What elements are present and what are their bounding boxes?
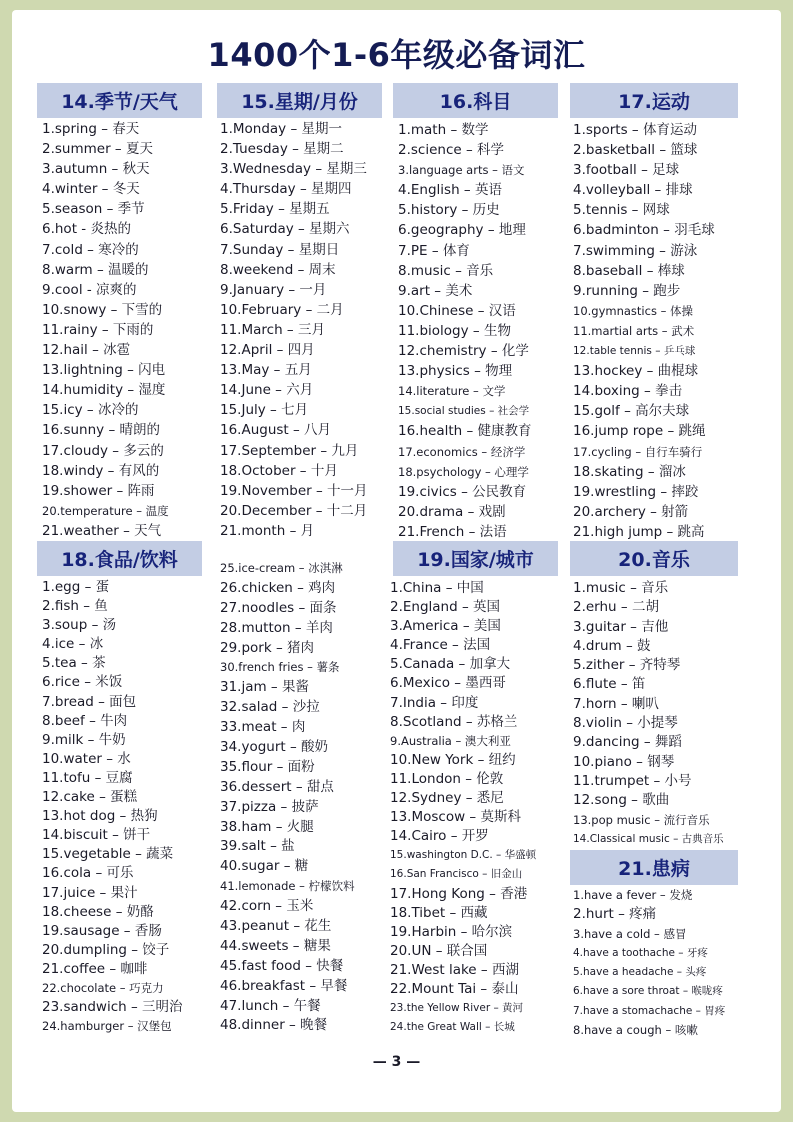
word-item: 10.snowy – 下雪的 [42,301,163,318]
word-item: 20.drama – 戏剧 [398,503,506,520]
word-item: 15.washington D.C. – 华盛顿 [390,849,537,862]
word-item: 18.psychology – 心理学 [398,464,529,479]
word-item: 3.America – 美国 [390,618,501,635]
word-item: 16.health – 健康教育 [398,423,532,440]
word-item: 11.March – 三月 [220,321,325,338]
word-item: 35.flour – 面粉 [220,758,315,775]
word-item: 6.geography – 地理 [398,222,526,239]
word-item: 11.London – 伦敦 [390,770,504,787]
word-item: 21.month – 月 [220,522,315,539]
word-item: 17.juice – 果汁 [42,884,138,901]
word-item: 26.chicken – 鸡肉 [220,579,336,596]
word-item: 10.February – 二月 [220,301,344,318]
word-item: 12.Sydney – 悉尼 [390,790,504,807]
word-item: 8.weekend – 周末 [220,261,336,278]
word-item: 11.martial arts – 武术 [573,323,695,338]
word-item: 30.french fries – 薯条 [220,660,340,675]
word-item: 1.China – 中国 [390,580,484,596]
word-item: 9.January – 一月 [220,281,327,298]
word-item: 1.have a fever – 发烧 [573,888,693,902]
word-item: 8.Scotland – 苏格兰 [390,713,518,730]
word-item: 17.Hong Kong – 香港 [390,885,528,902]
word-item: 9.art – 美术 [398,282,473,299]
word-item: 17.economics – 经济学 [398,444,526,459]
word-item: 20.December – 十二月 [220,502,368,519]
word-item: 1.egg – 蛋 [42,579,110,595]
word-item: 3.soup – 汤 [42,617,117,634]
word-item: 5.history – 历史 [398,202,500,219]
word-item: 12.table tennis – 乒乓球 [573,345,696,358]
word-item: 5.season – 季节 [42,201,145,218]
word-item: 3.have a cold – 感冒 [573,926,687,941]
word-item: 15.social studies – 社会学 [398,405,530,418]
word-item: 7.swimming – 游泳 [573,242,698,259]
word-item: 47.lunch – 午餐 [220,997,321,1014]
word-item: 6.have a sore throat – 喉咙疼 [573,985,723,998]
word-item: 10.piano – 钢琴 [573,753,675,770]
word-item: 21.French – 法语 [398,523,507,540]
word-item: 2.England – 英国 [390,599,501,616]
word-item: 14.June – 六月 [220,382,314,399]
list-music [573,579,748,849]
word-item: 2.summer – 夏天 [42,141,153,158]
word-item: 5.have a headache – 头疼 [573,966,707,979]
word-item: 11.biology – 生物 [398,322,511,339]
word-item: 12.hail – 冰雹 [42,342,131,359]
word-item: 11.tofu – 豆腐 [42,769,133,786]
word-item: 20.dumpling – 饺子 [42,941,170,958]
word-item: 7.have a stomachache – 胃疼 [573,1004,726,1017]
word-item: 29.pork – 猪肉 [220,639,314,656]
word-item: 14.Classical music – 古典音乐 [573,832,724,845]
word-item: 38.ham – 火腿 [220,818,314,835]
section-heading-seasons: 14.季节/天气 [37,83,202,118]
word-item: 10.Chinese – 汉语 [398,302,516,319]
word-item: 7.PE – 体育 [398,242,470,259]
word-item: 13.May – 五月 [220,362,312,379]
word-item: 11.trumpet – 小号 [573,772,692,789]
word-item: 40.sugar – 糖 [220,858,309,875]
word-item: 13.physics – 物理 [398,363,513,380]
word-item: 17.cloudy – 多云的 [42,442,164,459]
word-item: 46.breakfast – 早餐 [220,977,348,994]
word-item: 6.flute – 笛 [573,676,646,693]
list-sports [573,120,748,542]
list-food [42,578,217,1036]
list-food-continued [220,559,395,1036]
word-item: 22.Mount Tai – 泰山 [390,980,519,997]
page-number: — 3 — [372,1054,421,1070]
word-item: 22.chocolate – 巧克力 [42,980,164,995]
word-item: 14.humidity – 湿度 [42,382,166,399]
section-heading-sports: 17.运动 [570,83,738,118]
word-item: 4.drum – 鼓 [573,637,651,654]
word-item: 18.cheese – 奶酪 [42,903,154,920]
word-item: 15.July – 七月 [220,402,309,419]
word-item: 11.rainy – 下雨的 [42,321,154,338]
word-item: 6.Saturday – 星期六 [220,221,350,238]
word-item: 5.Canada – 加拿大 [390,656,511,673]
word-item: 19.civics – 公民教育 [398,483,527,500]
word-item: 2.Tuesday – 星期二 [220,141,344,158]
word-item: 4.Thursday – 星期四 [220,181,352,198]
word-item: 5.tea – 茶 [42,655,106,672]
word-item: 16.sunny – 晴朗的 [42,422,160,439]
word-item: 3.language arts – 语文 [398,163,525,178]
section-heading-illness: 21.患病 [570,850,738,885]
word-item: 13.hockey – 曲棍球 [573,363,699,380]
word-item: 7.India – 印度 [390,694,479,711]
word-item: 10.New York – 纽约 [390,751,516,768]
word-item: 44.sweets – 糖果 [220,937,331,954]
word-item: 2.hurt – 疼痛 [573,906,657,923]
worksheet-page [12,10,781,1112]
word-item: 2.fish – 鱼 [42,598,108,615]
word-item: 6.badminton – 羽毛球 [573,222,715,239]
word-item: 16.August – 八月 [220,422,332,439]
word-item: 6.Mexico – 墨西哥 [390,675,506,692]
word-item: 45.fast food – 快餐 [220,957,344,974]
word-item: 12.April – 四月 [220,342,315,359]
section-heading-weekdays: 15.星期/月份 [217,83,382,118]
word-item: 14.biscuit – 饼干 [42,827,151,844]
word-item: 21.West lake – 西湖 [390,961,519,978]
word-item: 20.UN – 联合国 [390,942,488,959]
word-item: 9.milk – 牛奶 [42,731,126,748]
page-title: 1400个1-6年级必备词汇 [207,36,586,74]
word-item: 23.the Yellow River – 黄河 [390,1002,524,1015]
word-item: 10.water – 水 [42,750,131,767]
word-item: 27.noodles – 面条 [220,599,337,616]
word-item: 21.high jump – 跳高 [573,523,705,540]
word-item: 13.hot dog – 热狗 [42,808,158,825]
word-item: 14.boxing – 拳击 [573,383,683,400]
word-item: 25.ice-cream – 冰淇淋 [220,561,343,575]
word-item: 23.sandwich – 三明治 [42,999,183,1016]
word-item: 3.Wednesday – 星期三 [220,161,367,178]
word-item: 21.weather – 天气 [42,522,162,539]
word-item: 24.the Great Wall – 长城 [390,1021,515,1034]
word-item: 1.spring – 春天 [42,121,140,137]
word-item: 2.basketball – 篮球 [573,142,698,159]
word-item: 4.winter – 冬天 [42,181,140,198]
list-weekdays [220,119,395,541]
word-item: 16.San Francisco – 旧金山 [390,868,523,881]
word-item: 8.beef – 牛肉 [42,712,128,729]
word-item: 6.hot - 炎热的 [42,221,131,238]
word-item: 24.hamburger – 汉堡包 [42,1019,172,1034]
word-item: 19.November – 十一月 [220,482,368,499]
word-item: 18.Tibet – 西藏 [390,904,488,921]
word-item: 15.icy – 冰冷的 [42,402,139,419]
word-item: 20.archery – 射箭 [573,503,689,520]
word-item: 19.shower – 阵雨 [42,482,155,499]
word-item: 14.literature – 文学 [398,384,506,399]
word-item: 1.music – 音乐 [573,580,669,596]
word-item: 34.yogurt – 酸奶 [220,739,329,756]
word-item: 4.volleyball – 排球 [573,182,693,199]
word-item: 4.English – 英语 [398,182,502,199]
word-item: 10.gymnastics – 体操 [573,303,694,318]
word-item: 4.ice – 冰 [42,636,104,653]
list-seasons [42,119,217,541]
word-item: 48.dinner – 晚餐 [220,1017,328,1034]
word-item: 8.have a cough – 咳嗽 [573,1023,698,1038]
word-item: 20.temperature – 温度 [42,503,169,518]
word-item: 1.math – 数学 [398,122,489,138]
word-item: 15.golf – 高尔夫球 [573,403,690,420]
word-item: 3.autumn – 秋天 [42,161,150,178]
list-subjects [398,120,570,542]
word-item: 16.cola – 可乐 [42,865,134,882]
word-item: 41.lemonade – 柠檬饮料 [220,879,355,894]
word-item: 12.cake – 蛋糕 [42,789,138,806]
word-item: 3.football – 足球 [573,162,680,179]
word-item: 8.music – 音乐 [398,262,494,279]
word-item: 21.coffee – 咖啡 [42,960,148,977]
word-item: 13.lightning – 闪电 [42,362,166,379]
word-item: 1.sports – 体育运动 [573,122,697,138]
word-item: 5.tennis – 网球 [573,202,670,219]
word-item: 5.Friday – 星期五 [220,201,330,218]
section-heading-music: 20.音乐 [570,541,738,576]
word-item: 39.salt – 盐 [220,838,295,855]
word-item: 17.September – 九月 [220,442,359,459]
section-heading-countries: 19.国家/城市 [393,541,558,576]
word-item: 8.baseball – 棒球 [573,262,685,279]
word-item: 2.science – 科学 [398,142,505,159]
word-item: 5.zither – 齐特琴 [573,657,681,674]
word-item: 7.bread – 面包 [42,693,137,710]
word-item: 15.vegetable – 蔬菜 [42,846,174,863]
word-item: 33.meat – 肉 [220,719,306,736]
word-item: 19.wrestling – 摔跤 [573,483,699,500]
word-item: 9.dancing – 舞蹈 [573,734,682,751]
word-item: 31.jam – 果酱 [220,679,309,696]
word-item: 19.sausage – 香肠 [42,922,162,939]
list-illness [573,886,748,1040]
section-heading-subjects: 16.科目 [393,83,558,118]
word-item: 9.running – 跑步 [573,282,681,299]
word-item: 13.Moscow – 莫斯科 [390,809,521,826]
word-item: 4.France – 法国 [390,637,491,654]
word-item: 18.skating – 溜冰 [573,463,686,480]
word-item: 18.October – 十月 [220,462,338,479]
word-item: 7.cold – 寒冷的 [42,241,139,258]
word-item: 8.violin – 小提琴 [573,715,678,732]
word-item: 37.pizza – 披萨 [220,798,319,815]
word-item: 7.horn – 喇叭 [573,695,659,712]
word-item: 2.erhu – 二胡 [573,599,659,616]
word-item: 36.dessert – 甜点 [220,778,334,795]
word-item: 9.cool - 凉爽的 [42,281,137,298]
word-item: 6.rice – 米饭 [42,674,123,691]
word-item: 7.Sunday – 星期日 [220,241,340,258]
word-item: 32.salad – 沙拉 [220,699,320,716]
word-item: 9.Australia – 澳大利亚 [390,733,511,748]
section-heading-food: 18.食品/饮料 [37,541,202,576]
word-item: 19.Harbin – 哈尔滨 [390,923,513,940]
word-item: 1.Monday – 星期一 [220,121,343,137]
list-countries [390,579,568,1037]
word-item: 13.pop music – 流行音乐 [573,812,710,827]
word-item: 42.corn – 玉米 [220,898,314,915]
word-item: 16.jump rope – 跳绳 [573,423,706,440]
word-item: 17.cycling – 自行车骑行 [573,444,703,459]
word-item: 12.song – 歌曲 [573,792,670,809]
word-item: 3.guitar – 吉他 [573,618,669,635]
word-item: 14.Cairo – 开罗 [390,828,489,845]
word-item: 12.chemistry – 化学 [398,343,529,360]
word-item: 4.have a toothache – 牙疼 [573,946,708,959]
word-item: 43.peanut – 花生 [220,918,332,935]
word-item: 28.mutton – 羊肉 [220,619,333,636]
word-item: 18.windy – 有风的 [42,462,160,479]
word-item: 8.warm – 温暖的 [42,261,149,278]
